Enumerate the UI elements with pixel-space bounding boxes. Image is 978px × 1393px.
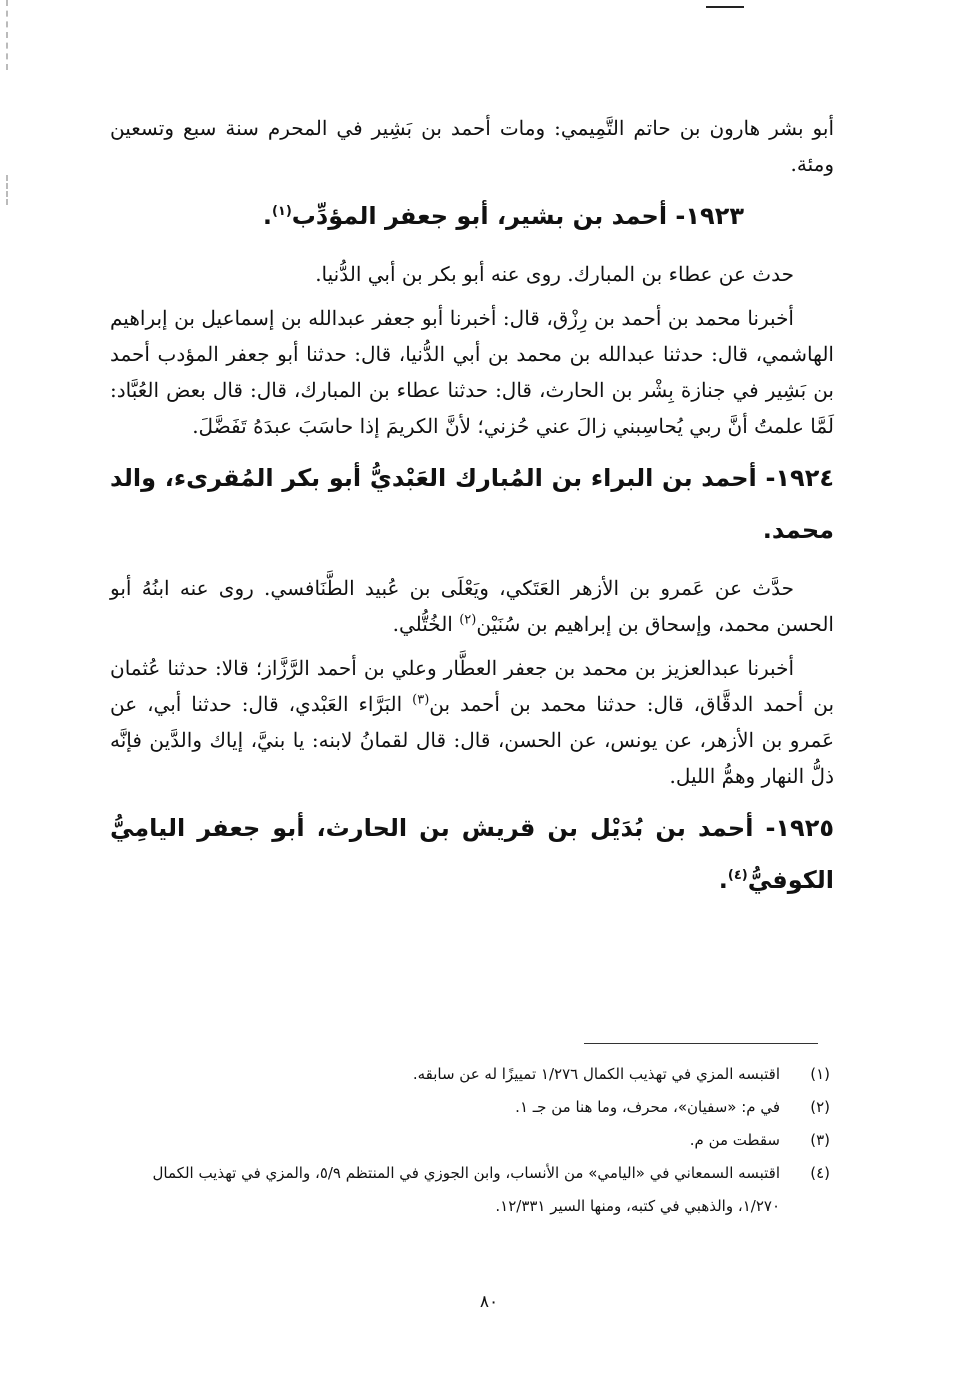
block-text: أبو بشر هارون بن حاتم التَّمِيمي: ومات أحمد بن بَشِير في المحرم سنة سبع وتسعين ومئة. bbox=[110, 116, 834, 176]
top-rule bbox=[706, 6, 744, 8]
block-text: أخبرنا عبدالعزيز بن محمد بن جعفر العطَّار وعلي بن أحمد الرَّزَّاز؛ قالا: حدثنا عُثمان بن أحمد الدقَّاق، قال: حدثنا محمد بن أحمد بن bbox=[110, 656, 835, 716]
entry-1923-paragraph-2 bbox=[110, 300, 834, 444]
entry-1924-paragraph-2 bbox=[110, 650, 834, 794]
scan-edge-mark bbox=[6, 0, 8, 70]
footnote-text: سقطت من م. bbox=[689, 1131, 780, 1149]
block-text: أخبرنا محمد بن أحمد بن رِزْق، قال: أخبرنا أبو جعفر عبدالله بن إسماعيل بن إبراهيم الهاشمي، قال: حدثنا عبدالله بن محمد بن أبي الدُّنيا، قال: حدثنا أبو جعفر المؤدب أحمد بن بَشِير في جنازة بِشْر بن الحارث، قال: حدثنا عطاء بن المبارك، قال: قال بعض العُبَّاد: لَمَّا علمتُ أنَّ ربي يُحاسِبني زالَ عني حُزني؛ لأنَّ الكريمَ إذا حاسَبَ عبدَهُ تَفَضَّلَ. bbox=[110, 306, 834, 438]
footnote-number: (٤) bbox=[810, 1164, 830, 1182]
entry-1924-heading bbox=[110, 452, 834, 556]
entry-1923-paragraph-1 bbox=[110, 256, 834, 292]
footnote-number: (٣) bbox=[810, 1131, 830, 1149]
footnote-text: اقتبسه المزي في تهذيب الكمال ١/٢٧٦ تمييزًا له عن سابقه. bbox=[412, 1065, 780, 1083]
footnote-reference[interactable]: (١) bbox=[271, 204, 292, 219]
footnote-text: اقتبسه السمعاني في «اليامي» من الأنساب، وابن الجوزي في المنتظم ٥/٩، والمزي في تهذيب الكمال ١/٢٧٠، والذهبي في كتبه، ومنها السير ١٢/٣٣١. bbox=[152, 1164, 780, 1215]
block-text: حدث عن عطاء بن المبارك. روى عنه أبو بكر بن أبي الدُّنيا. bbox=[315, 262, 794, 286]
block-text: ١٩٢٣- أحمد بن بشير، أبو جعفر المؤدِّب bbox=[291, 202, 744, 230]
footnote-4 bbox=[110, 1157, 830, 1223]
continuation-paragraph bbox=[110, 110, 834, 182]
footnotes bbox=[110, 1058, 830, 1223]
entry-1923-heading bbox=[110, 190, 834, 242]
footnote-reference[interactable]: (٤) bbox=[727, 868, 748, 883]
footnote-number: (٢) bbox=[810, 1098, 830, 1116]
block-text-tail: البَرَّاء العَبْدي، قال: حدثنا أبي، عن عَمرو بن الأزهر، عن يونس، عن الحسن، قال: قال لقمانُ لابنه: يا بنيَّ، إياك والدَّين فإنَّه ذلُّ النهار وهمُّ الليل. bbox=[110, 692, 834, 788]
footnote-reference[interactable]: (٣) bbox=[412, 692, 430, 708]
block-text: حدَّث عن عَمرو بن الأزهر العَتَكي، ويَعْلَى بن عُبيد الطَّنَافسي. روى عنه ابنُهُ أبو الحسن محمد، وإسحاق بن إبراهيم بن سُنَيْن bbox=[110, 576, 834, 636]
footnote-reference[interactable]: (٢) bbox=[459, 612, 477, 628]
block-text-tail: الخُتُّلي. bbox=[392, 612, 460, 636]
entry-1924-paragraph-1 bbox=[110, 570, 834, 642]
footnote-1 bbox=[110, 1058, 830, 1091]
page-number: ٨٠ bbox=[479, 1292, 499, 1312]
footnote-separator bbox=[584, 1043, 818, 1044]
block-text-tail: . bbox=[718, 866, 728, 894]
footnote-number: (١) bbox=[810, 1065, 830, 1083]
footnote-3 bbox=[110, 1124, 830, 1157]
scan-edge-mark bbox=[6, 175, 8, 205]
block-text: ١٩٢٥- أحمد بن بُدَيْل بن قريش بن الحارث، أبو جعفر اليامِيُّ الكوفيُّ bbox=[110, 814, 834, 894]
block-text-tail: . bbox=[262, 202, 272, 230]
main-text-column bbox=[110, 110, 834, 920]
block-text: ١٩٢٤- أحمد بن البراء بن المُبارك العَبْديُّ أبو بكر المُقرىء، والد محمد. bbox=[110, 464, 834, 544]
footnote-2 bbox=[110, 1091, 830, 1124]
footnote-text: في م: «سفيان»، محرف، وما هنا من جـ ١. bbox=[515, 1098, 780, 1116]
entry-1925-heading bbox=[110, 802, 834, 906]
